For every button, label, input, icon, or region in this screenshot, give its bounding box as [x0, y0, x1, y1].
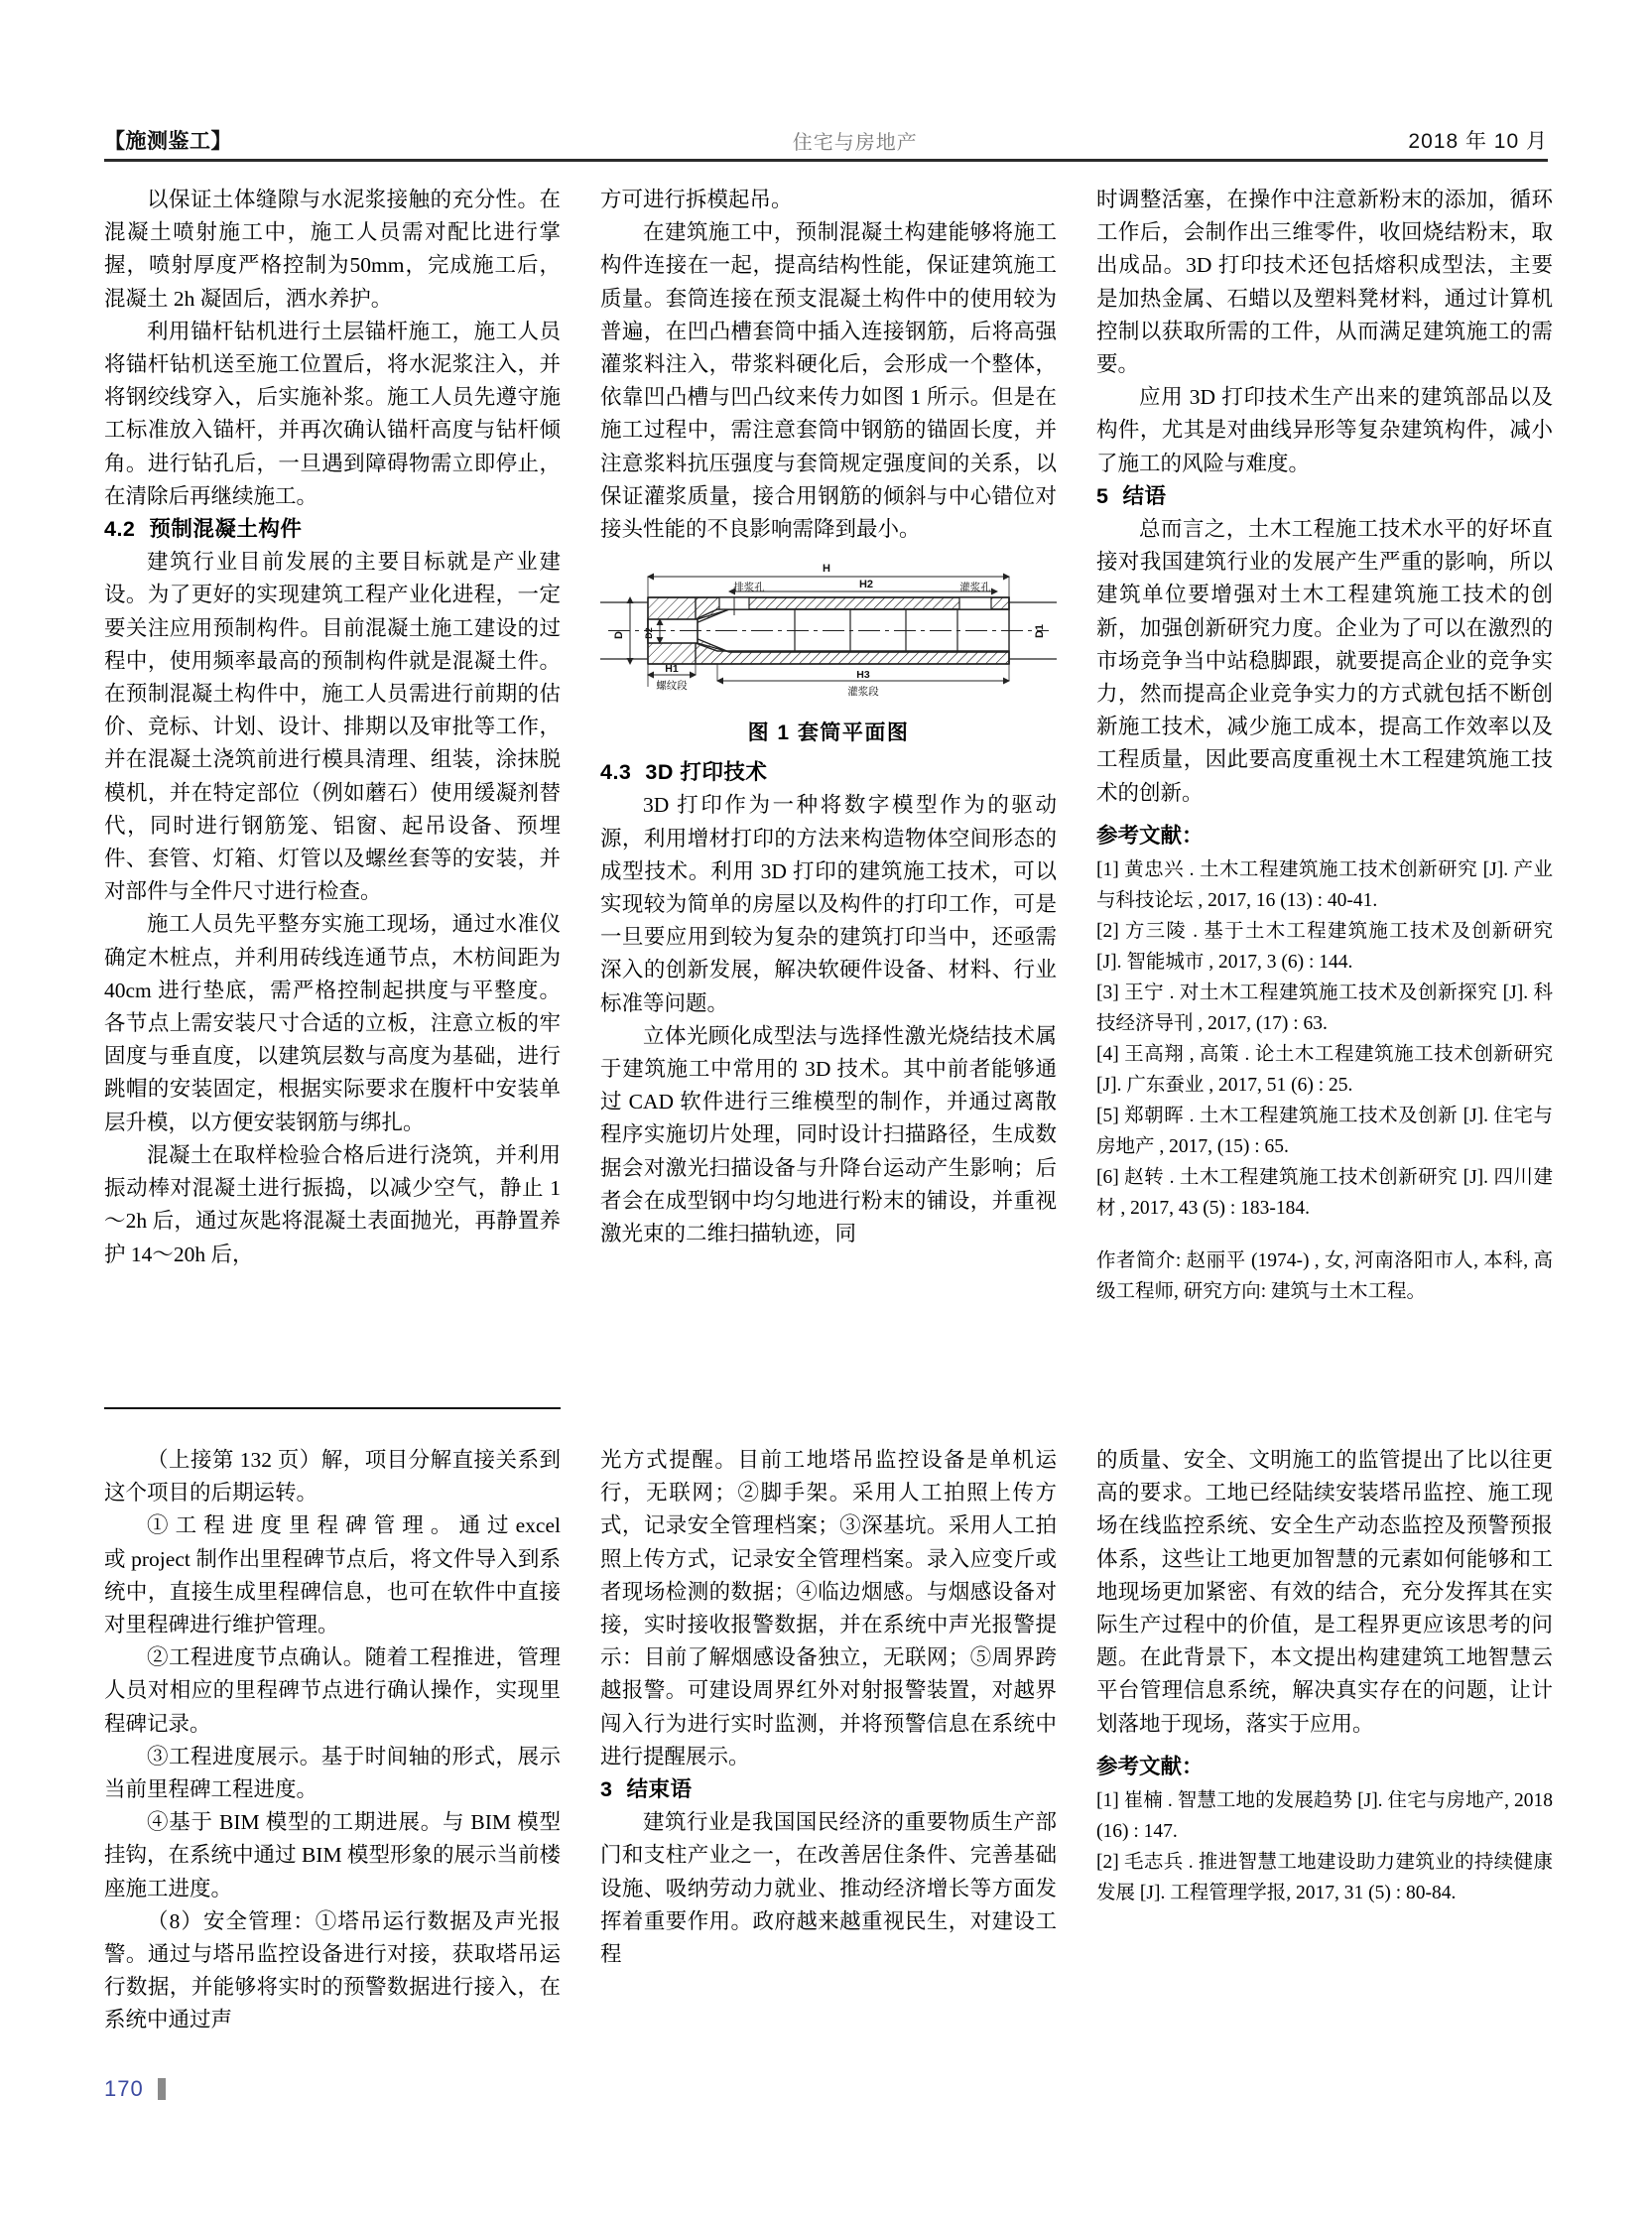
reference-item: [3] 王宁 . 对土木工程建筑施工技术及创新探究 [J]. 科技经济导刊 , 2017, (17) : 63.	[1096, 982, 1553, 1035]
article-bottom-column-2	[600, 1444, 1057, 2037]
paragraph: 应用 3D 打印技术生产出来的建筑部品以及构件，尤其是对曲线异形等复杂建筑构件，减小了施工的风险与难度。	[1096, 385, 1553, 475]
paragraph: 方可进行拆模起吊。	[600, 188, 793, 211]
section-heading-5	[1096, 480, 1553, 513]
article-top-column-2	[600, 184, 1057, 1307]
section-heading-3	[600, 1773, 1057, 1806]
reference-item: [5] 郑朝晖 . 土木工程建筑施工技术及创新 [J]. 住宅与房地产 , 2017, (15) : 65.	[1096, 1106, 1553, 1158]
continuation-text: 解，项目分解直接关系到这个项目的后期运转。	[104, 1448, 561, 1506]
article-top-column-1	[104, 184, 561, 1307]
figure-label-thread-section: 螺纹段	[656, 680, 688, 693]
figure-label-vent-hole: 排浆孔	[733, 582, 765, 594]
section-heading-4-3	[600, 756, 1057, 789]
paragraph: （8）安全管理：①塔吊运行数据及声光报警。通过与塔吊监控设备进行对接，获取塔吊运行数据，并能够将实时的预警数据进行接入，在系统中通过声	[104, 1908, 561, 2032]
running-head-journal-title: 住宅与房地产	[792, 132, 918, 154]
article-bottom-column-3	[1096, 1444, 1553, 2037]
figure-caption: 图 1 套筒平面图	[747, 721, 910, 745]
figure-label-D1: D1	[1034, 624, 1046, 639]
reference-item: [2] 方三陵 . 基于土木工程建筑施工技术及创新研究 [J]. 智能城市 , 2017, 3 (6) : 144.	[1096, 921, 1553, 974]
paragraph: ④基于 BIM 模型的工期进展。与 BIM 模型挂钩，在系统中通过 BIM 模型形象的展示当前楼座施工进度。	[104, 1810, 561, 1900]
figure-label-H: H	[823, 563, 830, 576]
continuation-paragraph	[104, 1444, 561, 1509]
continuation-note: （上接第 132 页）	[147, 1448, 321, 1472]
figure-label-H3: H3	[856, 669, 870, 682]
running-head-section-tag: 【施测鉴工】	[104, 130, 232, 153]
running-head	[104, 115, 1548, 155]
article-top-column-3	[1096, 184, 1553, 1307]
figure-label-D2: D2	[644, 627, 654, 639]
article-separator-rule	[104, 1407, 561, 1409]
figure-label-D: D	[613, 631, 625, 640]
paragraph: 3D 打印作为一种将数字模型作为的驱动源，利用增材打印的方法来构造物体空间形态的成型技术。利用 3D 打印的建筑施工技术，可以实现较为简单的房屋以及构件的打印工作，可是一旦要应用到较为复杂的建筑打印当中，还亟需深入的创新发展，解决软硬件设备、材料、行业标准等问题。	[600, 793, 1057, 1015]
article-top	[104, 184, 1553, 1307]
reference-item: [1] 黄忠兴 . 土木工程建筑施工技术创新研究 [J]. 产业与科技论坛 , 2017, 16 (13) : 40-41.	[1096, 859, 1553, 912]
section-number: 4.3	[600, 760, 632, 785]
figure-label-grout-hole: 灌浆孔	[959, 582, 991, 594]
figure-label-H1: H1	[665, 663, 679, 676]
figure-label-H2: H2	[858, 579, 874, 591]
folio-bar-marker	[158, 2078, 166, 2100]
paragraph: ②工程进度节点确认。随着工程推进，管理人员对相应的里程碑节点进行确认操作，实现里程碑记录。	[104, 1645, 561, 1736]
page-footer	[104, 2076, 166, 2102]
reference-item: [6] 赵转 . 土木工程建筑施工技术创新研究 [J]. 四川建材 , 2017, 43 (5) : 183-184.	[1096, 1167, 1553, 1220]
paragraph: 在建筑施工中，预制混凝土构建能够将施工构件连接在一起，提高结构性能，保证建筑施工质量。套筒连接在预支混凝土构件中的使用较为普遍，在凹凸槽套筒中插入连接钢筋，后将高强灌浆料注入，带浆料硬化后，会形成一个整体，依靠凹凸槽与凹凸纹来传力如图 1 所示。但是在施工过程中，需注意套筒中钢筋的锚固长度，并注意浆料抗压强度与套筒规定强度间的关系，以保证灌浆质量，接合用钢筋的倾斜与中心错位对接头性能的不良影响需降到最小。	[600, 220, 1057, 542]
section-title: 结束语	[626, 1777, 693, 1802]
section-number: 5	[1096, 483, 1109, 508]
figure-sleeve-plan	[600, 558, 1057, 746]
reference-item: [1] 崔楠 . 智慧工地的发展趋势 [J]. 住宅与房地产, 2018 (16) : 147.	[1096, 1790, 1553, 1843]
paragraph: 总而言之，土木工程施工技术水平的好坏直接对我国建筑行业的发展产生严重的影响，所以建筑单位要增强对土木工程建筑施工技术的创新，加强创新研究力度。企业为了可以在激烈的市场竞争当中站稳脚跟，就要提高企业的竞争实力，然而提高企业竞争实力的方式就包括不断创新施工技术，减少施工成本，提高工作效率以及工程质量，因此要高度重视土木工程建筑施工技术的创新。	[1096, 517, 1553, 805]
article-bottom-column-1	[104, 1444, 561, 2037]
page-number: 170	[104, 2076, 144, 2101]
section-title: 3D 打印技术	[645, 760, 768, 785]
paragraph: 利用锚杆钻机进行土层锚杆施工，施工人员将锚杆钻机送至施工位置后，将水泥浆注入，并将钢绞线穿入，后实施补浆。施工人员先遵守施工标准放入锚杆，并再次确认锚杆高度与钻杆倾角。进行钻孔后，一旦遇到障碍物需立即停止，在清除后再继续施工。	[104, 319, 561, 508]
reference-item: [2] 毛志兵 . 推进智慧工地建设助力建筑业的持续健康发展 [J]. 工程管理学报, 2017, 31 (5) : 80-84.	[1096, 1852, 1553, 1904]
references-heading: 参考文献：	[1096, 1754, 1204, 1778]
header-rule	[104, 159, 1548, 162]
paragraph: 光方式提醒。目前工地塔吊监控设备是单机运行，无联网；②脚手架。采用人工拍照上传方式，记录安全管理档案；③深基坑。采用人工拍照上传方式，记录安全管理档案。录入应变斤或者现场检测的数据；④临边烟感。与烟感设备对接，实时接收报警数据，并在系统中声光报警提示：目前了解烟感设备独立，无联网；⑤周界跨越报警。可建设周界红外对射报警装置，对越界闯入行为进行实时监测，并将预警信息在系统中进行提醒展示。	[600, 1448, 1057, 1768]
spacer	[1096, 1224, 1553, 1245]
article-bottom	[104, 1444, 1553, 2037]
paragraph: ① 工 程 进 度 里 程 碑 管 理 。 通 过 excel 或 project 制作出里程碑节点后，将文件导入到系统中，直接生成里程碑信息，也可在软件中直接对里程碑进行维护管理。	[104, 1513, 561, 1638]
paragraph: 立体光顾化成型法与选择性激光烧结技术属于建筑施工中常用的 3D 技术。其中前者能够通过 CAD 软件进行三维模型的制作，并通过离散程序实施切片处理，同时设计扫描路径，生成数据会对激光扫描设备与升降台运动产生影响；后者会在成型钢中均匀地进行粉末的铺设，并重视激光束的二维扫描轨迹，同	[600, 1023, 1057, 1246]
section-title: 预制混凝土构件	[149, 517, 303, 542]
reference-item: [4] 王高翔 , 高策 . 论土木工程建筑施工技术创新研究 [J]. 广东蚕业 , 2017, 51 (6) : 25.	[1096, 1044, 1553, 1097]
paragraph: 建筑行业目前发展的主要目标就是产业建设。为了更好的实现建筑工程产业化进程，一定要关注应用预制构件。目前混凝土施工建设的过程中，使用频率最高的预制构件就是混凝土件。在预制混凝土构件中，施工人员需进行前期的估价、竞标、计划、设计、排期以及审批等工作，并在混凝土浇筑前进行模具清理、组装，涂抹脱模机，并在特定部位（例如蘑石）使用缓凝剂替代，同时进行钢筋笼、铝窗、起吊设备、预埋件、套管、灯箱、灯管以及螺丝套等的安装，并对部件与全件尺寸进行检查。	[104, 550, 561, 904]
paragraph: 建筑行业是我国国民经济的重要物质生产部门和支柱产业之一，在改善居住条件、完善基础设施、吸纳劳动力就业、推动经济增长等方面发挥着重要作用。政府越来越重视民生，对建设工程	[600, 1810, 1057, 1967]
paragraph: 的质量、安全、文明施工的监管提出了比以往更高的要求。工地已经陆续安装塔吊监控、施工现场在线监控系统、安全生产动态监控及预警预报体系，这些让工地更加智慧的元素如何能够和工地现场更加紧密、有效的结合，充分发挥其在实际生产过程中的价值，是工程界更应该思考的问题。在此背景下，本文提出构建建筑工地智慧云平台管理信息系统，解决真实存在的问题，让计划落地于现场，落实于应用。	[1096, 1448, 1553, 1736]
section-title: 结语	[1122, 483, 1167, 508]
figure-label-grout-section: 灌浆段	[847, 686, 879, 699]
paragraph: 以保证土体缝隙与水泥浆接触的充分性。在混凝土喷射施工中，施工人员需对配比进行掌握，喷射厚度严格控制为50mm，完成施工后，混凝土 2h 凝固后，洒水养护。	[104, 188, 561, 311]
section-heading-4-2	[104, 513, 561, 546]
section-number: 4.2	[104, 517, 136, 542]
paragraph: 混凝土在取样检验合格后进行浇筑，并利用振动棒对混凝土进行振捣，以减少空气，静止 1～2h 后，通过灰匙将混凝土表面抛光，再静置养护 14～20h 后，	[104, 1142, 561, 1266]
author-biography: 作者简介: 赵丽平 (1974-) , 女, 河南洛阳市人, 本科, 高级工程师, 研究方向: 建筑与土木工程。	[1096, 1250, 1553, 1303]
running-head-issue-date: 2018 年 10 月	[1408, 130, 1548, 153]
references-heading: 参考文献：	[1096, 823, 1204, 848]
paragraph: ③工程进度展示。基于时间轴的形式，展示当前里程碑工程进度。	[104, 1744, 561, 1802]
section-number: 3	[600, 1777, 613, 1802]
paragraph: 时调整活塞，在操作中注意新粉末的添加，循环工作后，会制作出三维零件，收回烧结粉末，取出成品。3D 打印技术还包括熔积成型法，主要是加热金属、石蜡以及塑料凳材料，通过计算机控制以获取所需的工件，从而满足建筑施工的需要。	[1096, 188, 1553, 377]
figure-drawing	[600, 558, 1057, 707]
paragraph: 施工人员先平整夯实施工现场，通过水准仪确定木桩点，并利用砖线连通节点，木枋间距为 40cm 进行垫底，需严格控制起拱度与平整度。各节点上需安装尺寸合适的立板，注意立板的牢固度与垂直度，以建筑层数与高度为基础，进行跳帽的安装固定，根据实际要求在腹杆中安装单层升模，以方便安装钢筋与绑扎。	[104, 912, 561, 1134]
